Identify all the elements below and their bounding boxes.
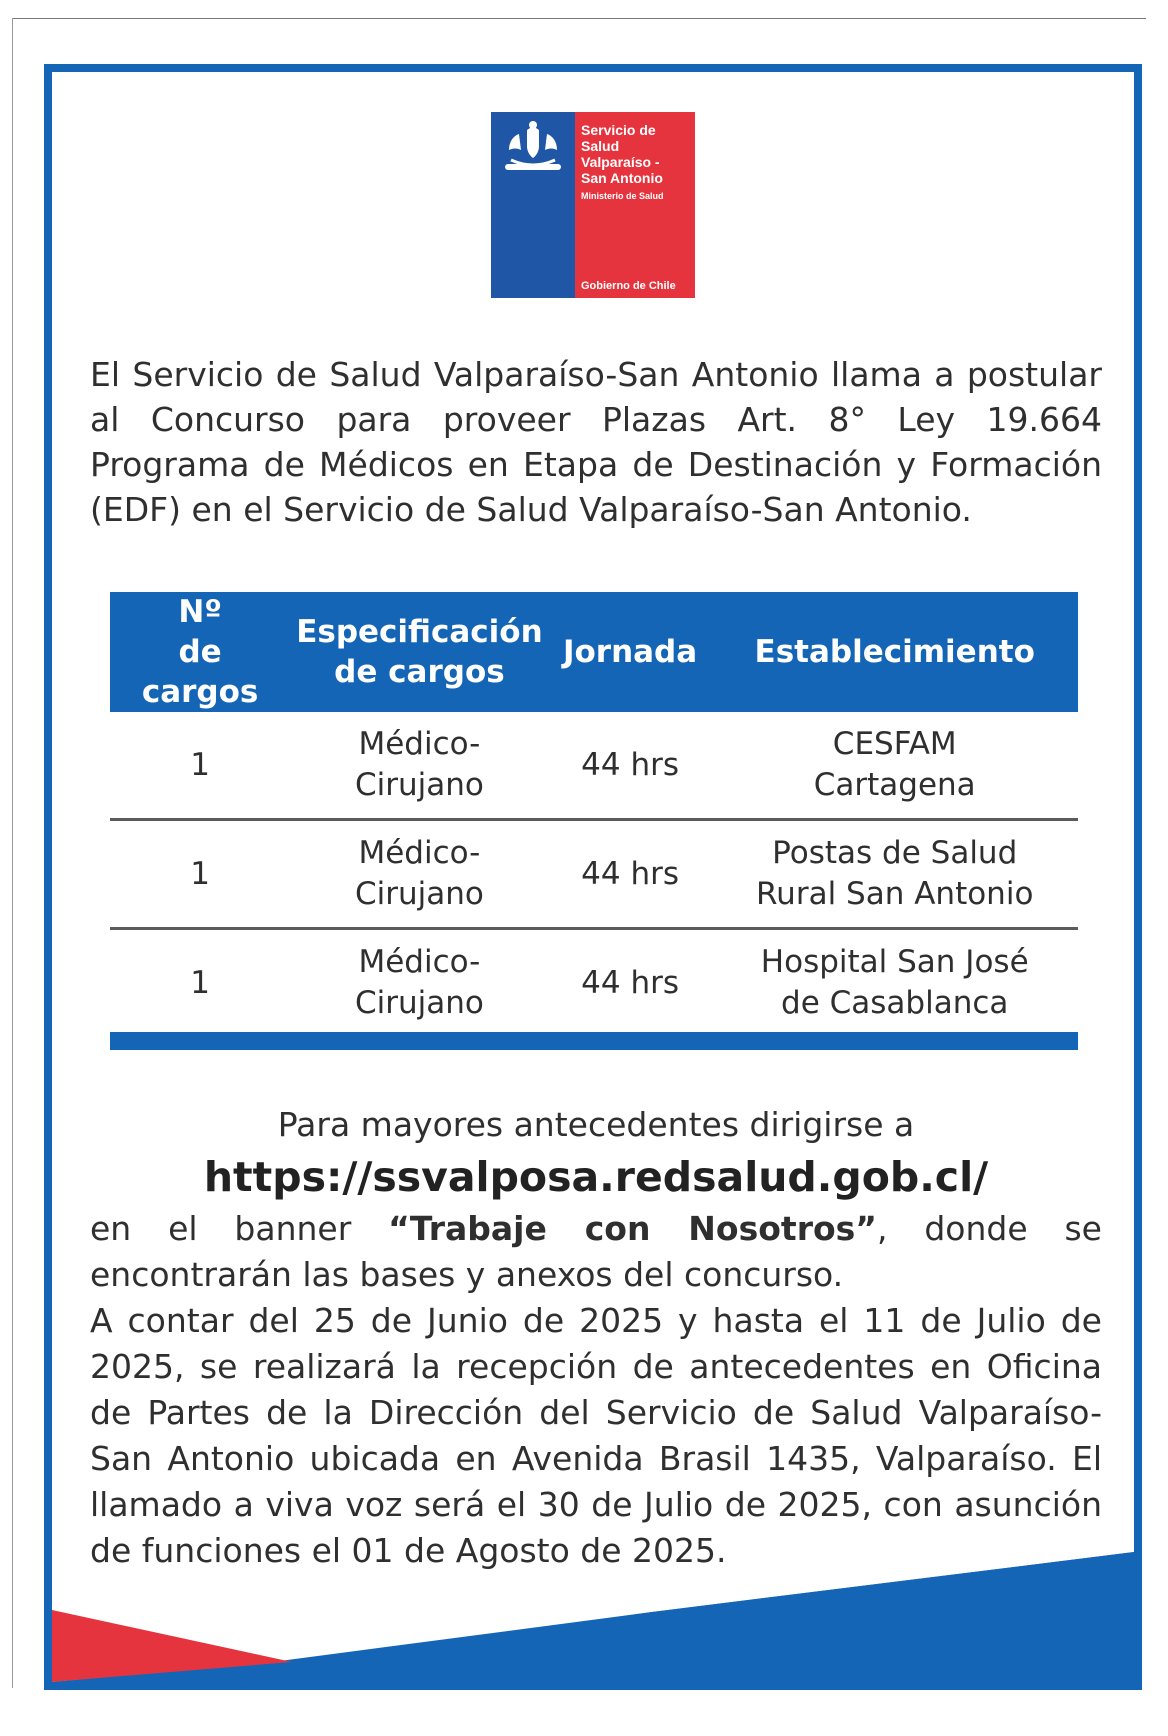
positions-table [110,592,1078,1036]
cell-place-line2: Rural San Antonio [756,876,1034,912]
intro-paragraph: El Servicio de Salud Valparaíso-San Antonio llama a postular al Concurso para proveer Plazas Art. 8° Ley 19.664 Programa de Médicos en Etapa de Destinación y Formación (EDF) en el Servicio de Salud Valparaíso-San Antonio. [90,355,1102,529]
logo-line: Salud [581,138,620,154]
notice-frame [44,64,1142,1690]
logo-title [581,122,691,203]
cell-count: 1 [110,820,290,929]
logo-government: Gobierno de Chile [581,280,676,292]
header-spec-line1: Especificación [296,614,543,650]
table-row [110,929,1078,1037]
header-count-line2: de cargos [141,634,259,710]
health-service-logo [491,112,695,298]
cell-place-line1: CESFAM [832,726,957,762]
logo-line: Servicio de [581,122,656,138]
table-header-row [110,592,1078,712]
cell-count: 1 [190,964,210,1001]
cell-place [711,929,1078,1037]
crop-line-top [12,18,1146,19]
cell-spec: Médico-Cirujano [355,944,484,1021]
logo-line: San Antonio [581,170,663,186]
header-count-line1: Nº [178,594,222,630]
website-link[interactable]: https://ssvalposa.redsalud.gob.cl/ [203,1153,989,1201]
banner-name: “Trabaje con Nosotros” [388,1209,877,1248]
cell-place [711,712,1078,820]
table-bottom-bar [110,1032,1078,1050]
cell-place-line1: Postas de Salud [772,835,1018,871]
table-row [110,820,1078,929]
header-spec [290,592,549,712]
header-hours: Jornada [549,592,712,712]
logo-line: Valparaíso - [581,154,660,170]
cell-hours: 44 hrs [581,964,679,1001]
cell-place-line1: Hospital San José [760,944,1029,980]
logo-blue-panel [491,112,575,298]
banner-text-after: , donde se encontrarán las bases y anexos del concurso. [90,1209,1102,1294]
header-count [110,592,290,712]
header-place: Establecimiento [711,592,1078,712]
banner-text-before: en el banner [90,1209,389,1248]
crop-line-left [12,18,13,1688]
info-section [90,1102,1102,1574]
cell-hours: 44 hrs [549,712,712,820]
table-row [110,712,1078,820]
header-spec-line2: de cargos [334,654,505,690]
cell-place [711,820,1078,929]
info-lead: Para mayores antecedentes dirigirse a [277,1105,915,1144]
cell-place-line2: Cartagena [813,767,976,803]
cell-spec: Médico-Cirujano [290,820,549,929]
cell-count: 1 [110,712,290,820]
logo-ministry: Ministerio de Salud [581,191,664,201]
cell-spec: Médico-Cirujano [290,712,549,820]
coat-of-arms-icon [497,120,569,178]
bottom-swoosh-decoration [52,1532,1134,1682]
banner-paragraph [90,1206,1102,1298]
cell-hours: 44 hrs [549,820,712,929]
cell-place-line2: de Casablanca [781,985,1009,1021]
details-paragraph: A contar del 25 de Junio de 2025 y hasta el 11 de Julio de 2025, se realizará la recepción de antecedentes en Oficina de Partes de la Dirección del Servicio de Salud Valparaíso-San Antonio ubicada en Avenida Brasil 1435, Valparaíso. El llamado a viva voz será el 30 de Julio de 2025, con asunción de funciones el 01 de Agosto de 2025. [90,1301,1102,1570]
